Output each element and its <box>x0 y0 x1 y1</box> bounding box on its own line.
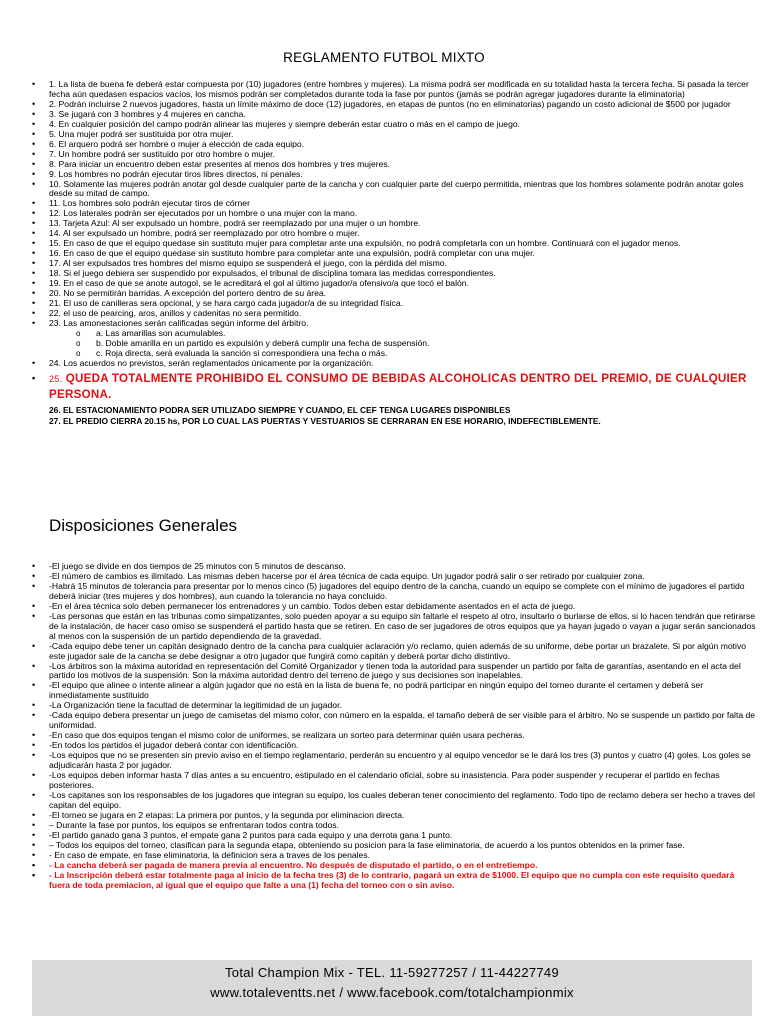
provision-item: • -Los equipos que no se presenten sin previo aviso en el tiempo reglamentario, perderán su encuentro y al equipo vencedor se le dará los tres (3) puntos y cuatro (4) goles. Los goles se adjudicarán hasta 2 por jugador. <box>32 751 756 771</box>
page-title: REGLAMENTO FUTBOL MIXTO <box>283 50 485 65</box>
rule-item: • 12. Los laterales podrán ser ejecutados por un hombre o una mujer con la mano. <box>32 209 756 219</box>
provision-item: • -El torneo se jugara en 2 etapas: La primera por puntos, y la segunda por eliminacion directa. <box>32 811 756 821</box>
registration-payment-rule: • - La Inscripción deberá estar totalmente paga al inicio de la fecha tres (3) de lo contrario, pagará un extra de $1000. El equipo que no cumpla con este requisito quedará fuera de toda premiacion, al igual que el equipo que falte a una (1) fecha del torneo con o sin aviso. <box>32 871 756 891</box>
provision-item: • -Los capitanes son los responsables de los jugadores que integran su equipo, los cuales deberan tener conocimiento del reglamento. Todo tipo de reclamo debera ser hecho a traves del capitan del equipo. <box>32 791 756 811</box>
rules-list <box>32 80 756 427</box>
provision-item: • -El partido ganado gana 3 puntos, el empate gana 2 puntos para cada equipo y una derrota gana 1 punto. <box>32 831 756 841</box>
rule-item: • 21. El uso de canilleras sera opcional, y se hara cargo cada jugador/a de su integridad física. <box>32 299 756 309</box>
provision-item: • -Cada equipo debera presentar un juego de camisetas del mismo color, con número en la espalda, el tamaño deberá de ser visible para el árbitro. No se suspende un partido por falta de uniformidad. <box>32 711 756 731</box>
provision-item: • -El equipo que alinee o intente alinear a algún jugador que no está en la lista de buena fe, no podrá participar en ningún equipo del torneo durante el certamen y deberá ser inmediatamente sustituido <box>32 681 756 701</box>
contact-footer <box>32 960 752 1016</box>
rule-item: • 15. En caso de que el equipo quedase sin sustituto mujer para completar ante una expulsión, no podrá completarla con un hombre. Continuará con el jugador menos. <box>32 239 756 249</box>
provision-item: • -La Organización tiene la facultad de determinar la legitimidad de un jugador. <box>32 701 756 711</box>
rule-item: • 24. Los acuerdos no previstos, serán reglamentados únicamente por la organización. <box>32 359 756 369</box>
general-provisions-list <box>32 562 756 890</box>
rule-item: • 4. En cualquier posición del campo podrán alinear las mujeres y siempre deberán estar cuatro o más en el campo de juego. <box>32 120 756 130</box>
payment-rule: • - La cancha deberá ser pagada de manera previa al encuentro. No después de disputado el partido, o en el entretiempo. <box>32 861 756 871</box>
rule-item: • 10. Solamente las mujeres podrán anotar gol desde cualquier parte de la cancha y con cualquier parte del cuerpo permitida, mientras que los hombres solamente podrán anotar goles desde su mitad de campo. <box>32 180 756 200</box>
rule-item: • 8. Para iniciar un encuentro deben estar presentes al menos dos hombres y tres mujeres. <box>32 160 756 170</box>
sub-rule-item: o b. Doble amarilla en un partido es expulsión y deberá cumplir una fecha de suspensión. <box>32 339 756 349</box>
provision-item: • -Los árbitros son la máxima autoridad en representación del Comité Organizador y tienen toda la autoridad para suspender un partido por falta de garantías, asentando en el acta del partido los motivos de la suspensión. Son la máxima autoridad dentro del terreno de juego y sus decisiones son inapelables. <box>32 662 756 682</box>
rule-item: • 16. En caso de que el equipo quedase sin sustituto hombre para completar ante una expulsión, podrá completar con una mujer. <box>32 249 756 259</box>
section-title: Disposiciones Generales <box>49 516 238 535</box>
sub-rule-item: o c. Roja directa, será evaluada la sanción si correspondiera una fecha o más. <box>32 349 756 359</box>
sub-rule-item: o a. Las amarillas son acumulables. <box>32 329 756 339</box>
provision-item: • -El juego se divide en dos tiempos de 25 minutos con 5 minutos de descanso. <box>32 562 756 572</box>
rule-item: • 14. Al ser expulsado un hombre, podrá ser reemplazado por otro hombre o mujer. <box>32 229 756 239</box>
rule-item: • 2. Podrán incluirse 2 nuevos jugadores, hasta un límite máximo de doce (12) jugadores, en etapas de puntos (no en eliminatorias) pagando un costo adicional de $500 por jugador <box>32 100 756 110</box>
provision-item: • – Todos los equipos del torneo, clasifican para la segunda etapa, obteniendo su posicion para la fase eliminatoria, de acuerdo a los puntos obtenidos en la primer fase. <box>32 841 756 851</box>
rule-item: • 22. el uso de pearcing, aros, anillos y cadenitas no sera permitido. <box>32 309 756 319</box>
rule-item: • 1. La lista de buena fe deberá estar compuesta por (10) jugadores (entre hombres y mujeres). La misma podrá ser modificada en su totalidad hasta la tercera fecha. Si pasada la tercer fecha aún quedasen espacios vacíos, los mismos podrán ser completados durante toda la fase por puntos (jamás se podrán agregar jugadores durante la eliminatoria) <box>32 80 756 100</box>
provision-item: • -El número de cambios es ilimitado. Las mismas deben hacerse por el área técnica de cada equipo. Un jugador podrá salir o ser retirado por cualquier zona. <box>32 572 756 582</box>
rule-item: • 3. Se jugará con 3 hombres y 4 mujeres en cancha. <box>32 110 756 120</box>
parking-rule: 26. EL ESTACIONAMIENTO PODRA SER UTILIZADO SIEMPRE Y CUANDO, EL CEF TENGA LUGARES DISPONIBLES <box>49 404 511 415</box>
provision-item: • -En caso que dos equipos tengan el mismo color de uniformes, se realizara un sorteo para determinar quién usara pecheras. <box>32 731 756 741</box>
rule-item: • 9. Los hombres no podrán ejecutar tiros libres directos, ni penales. <box>32 170 756 180</box>
rule-item: • 6. El arquero podrá ser hombre o mujer a elección de cada equipo. <box>32 140 756 150</box>
provision-item: • -Las personas que están en las tribunas como simpatizantes, solo pueden apoyar a su equipo sin faltarle el respeto al otro, insultarlo o burlarse de ellos, si lo hacen tendrán que retirarse de la instalación, de hacer caso omiso se suspenderá el partido hasta que se retiren. En caso de ser jugadores de otros equipos que ya hayan jugado o vayan a jugar serán sancionados al menos con la suspensión de un partido dependiendo de la gravedad. <box>32 612 756 642</box>
rule-number: 25. <box>49 373 63 384</box>
rule-item: • 5. Una mujer podrá ser sustituida por otra mujer. <box>32 130 756 140</box>
alcohol-prohibition-rule <box>32 371 756 402</box>
provision-item: • -Habrá 15 minutos de tolerancia para presentar por lo menos cinco (5) jugadores del equipo dentro de la cancha, cuando un equipo se complete con el mínimo de jugadores el partido deberá iniciar (tres mujeres y dos hombres), aun cuando la tolerancia no haya concluido. <box>32 582 756 602</box>
rule-item: • 11. Los hombres solo podrán ejecutar tiros de córner <box>32 199 756 209</box>
provision-item: • - En caso de empate, en fase eliminatoria, la definicion sera a traves de los penales. <box>32 851 756 861</box>
rule-item: • 7. Un hombre podrá ser sustituido por otro hombre o mujer. <box>32 150 756 160</box>
provision-item: • -Los equipos deben informar hasta 7 días antes a su encuentro, estipulado en el calendario oficial, sobre su inasistencia. Para poder suspender y recuperar el partido en fechas posteriores. <box>32 771 756 791</box>
rule-item: • 13. Tarjeta Azul: Al ser expulsado un hombre, podrá ser reemplazado por una mujer o un hombre. <box>32 219 756 229</box>
rule-item: • 19. En el caso de que se anote autogol, se le acreditará el gol al último jugador/a ofensivo/a que tocó el balón. <box>32 279 756 289</box>
provision-item: • -Cada equipo debe tener un capitán designado dentro de la cancha para cualquier aclaración y/o reclamo, quien además de su uniforme, debe portar un brazalete. Si por algún motivo este jugador sale de la cancha se debe designar a otro jugador que fungirá como capitán y deberá portar dicho distintivo. <box>32 642 756 662</box>
provision-item: • -En todos los partidos el jugador deberá contar con identificación. <box>32 741 756 751</box>
provision-item: • -En el área técnica solo deben permanecer los entrenadores y un cambio. Todos deben estar debidamente asentados en el acta de juego. <box>32 602 756 612</box>
rule-item: • 17. Al ser expulsados tres hombres del mismo equipo se suspenderá el juego, con la pérdida del mismo. <box>32 259 756 269</box>
closing-time-rule: 27. EL PREDIO CIERRA 20.15 hs, POR LO CUAL LAS PUERTAS Y VESTUARIOS SE CERRARAN EN ESE HORARIO, INDEFECTIBLEMENTE. <box>49 415 601 426</box>
footer-websites: www.totaleventts.net / www.facebook.com/totalchampionmix <box>210 985 574 1000</box>
rule-item: • 23. Las amonestaciones serán calificadas según informe del árbitro. <box>32 319 756 329</box>
footer-phone: Total Champion Mix - TEL. 11-59277257 / 11-44227749 <box>224 965 559 980</box>
rule-item: • 18. Si el juego debiera ser suspendido por expulsados, el tribunal de disciplina tomara las medidas correspondientes. <box>32 269 756 279</box>
provision-item: • – Durante la fase por puntos, los equipos se enfrentaran todos contra todos. <box>32 821 756 831</box>
alcohol-prohibition-text: QUEDA TOTALMENTE PROHIBIDO EL CONSUMO DE BEBIDAS ALCOHOLICAS DENTRO DEL PREMIO, DE CUALQUIER PERSONA. <box>49 371 747 401</box>
rule-item: • 20. No se permitirán barridas. A excepción del portero dentro de su área. <box>32 289 756 299</box>
